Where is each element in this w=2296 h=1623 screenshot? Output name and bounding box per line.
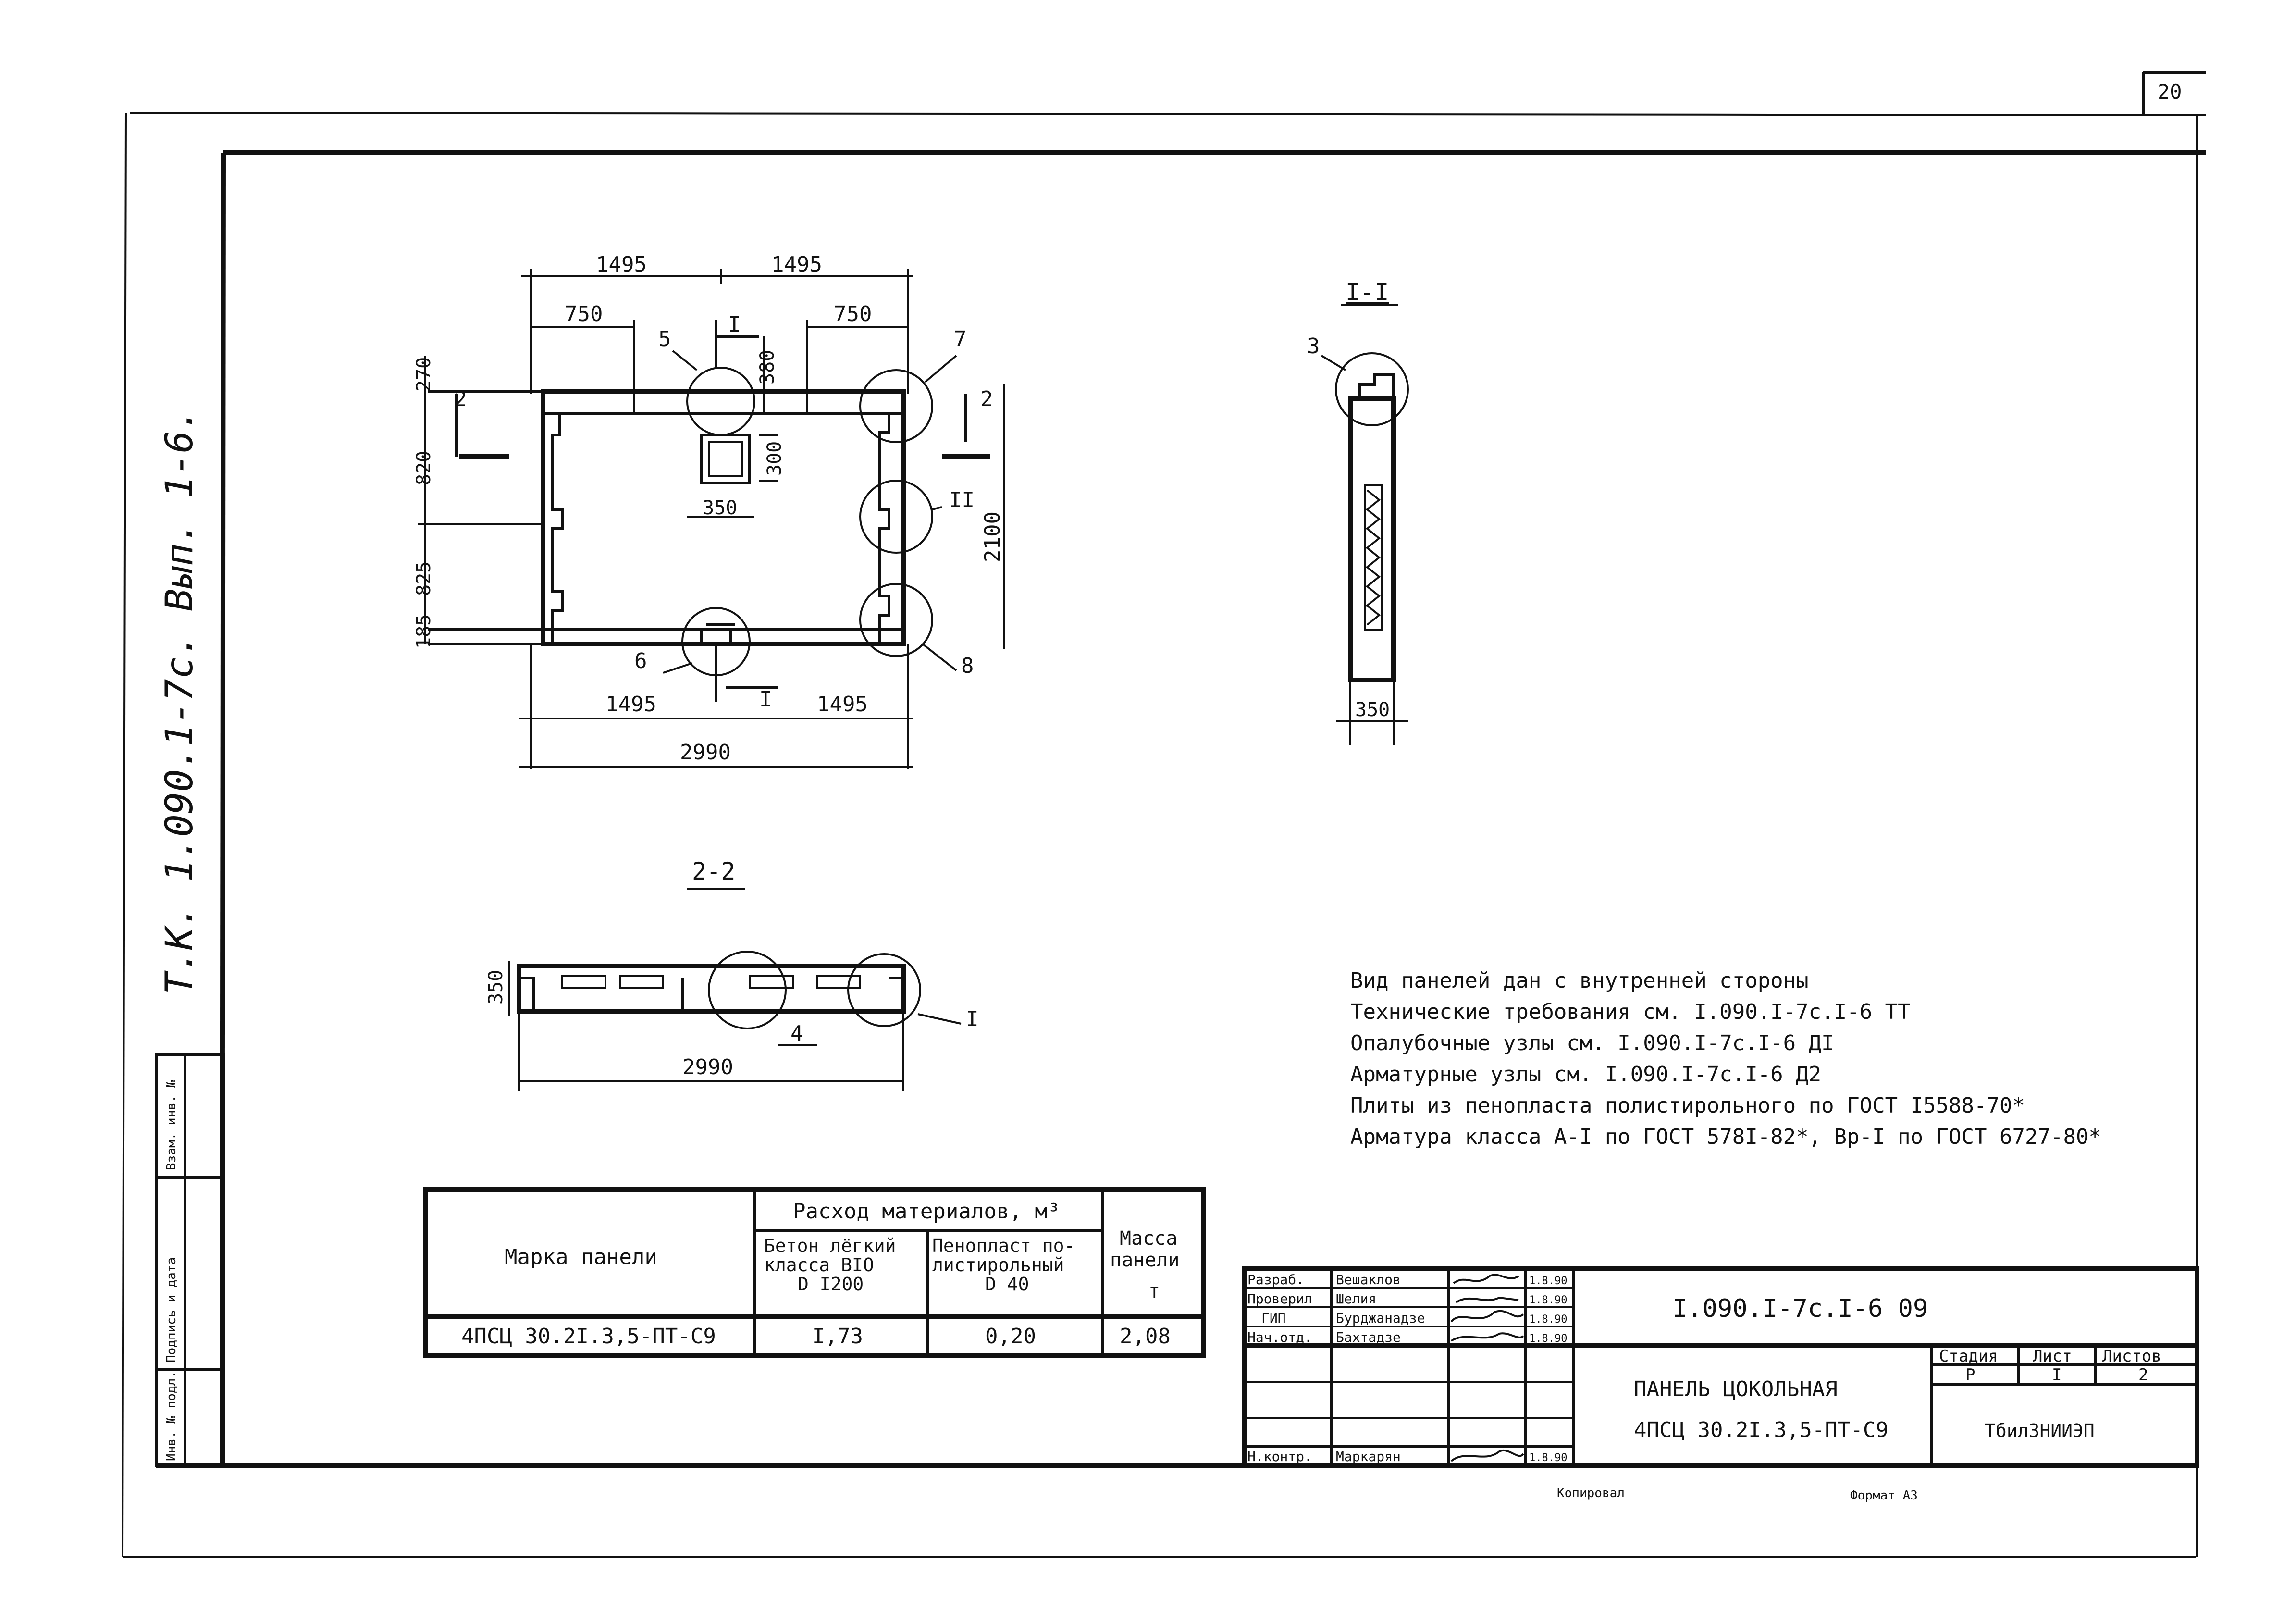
callout-3 [1336, 353, 1408, 425]
tb-title-1: ПАНЕЛЬ ЦОКОЛЬНАЯ [1634, 1377, 1838, 1401]
notes [1350, 968, 2101, 1149]
materials-table [425, 1189, 1204, 1355]
tb-sheet: I [2052, 1365, 2062, 1385]
tb-title-2: 4ПСЦ 30.2I.3,5-ПТ-С9 [1634, 1418, 1889, 1442]
tb-date-1: 1.8.90 [1529, 1275, 1568, 1287]
section-2-2-dim-350: 350 [485, 969, 507, 1004]
callout-label-II: II [949, 488, 975, 512]
dim-left-825: 825 [413, 561, 435, 596]
tb-name-7: Маркарян [1336, 1449, 1401, 1464]
dim-750-left: 750 [565, 302, 603, 326]
side-col-1: Инв. № подл. [164, 1371, 179, 1461]
tb-role-1: Разраб. [1247, 1272, 1305, 1288]
dim-350-opening: 350 [703, 497, 738, 519]
callout-label-7: 7 [954, 327, 967, 351]
table-header-foam-1: Пенопласт по- [932, 1235, 1075, 1256]
note-1: Вид панелей дан с внутренней стороны [1350, 968, 1809, 993]
dim-380: 380 [756, 349, 778, 384]
dim-bottom-2: 1495 [817, 692, 868, 717]
tb-date-7: 1.8.90 [1529, 1452, 1568, 1464]
dim-300: 300 [764, 441, 786, 476]
callout-label-I: I [966, 1007, 979, 1031]
tb-stage: Р [1965, 1365, 1975, 1385]
tb-name-3: Бурджанадзе [1336, 1310, 1425, 1326]
table-row-mass: 2,08 [1120, 1324, 1171, 1349]
side-col-3: Взам. инв. № [164, 1080, 179, 1170]
tb-name-2: Шелия [1336, 1291, 1377, 1307]
tb-sheets: 2 [2138, 1365, 2148, 1385]
section-2-2-title: 2-2 [692, 857, 736, 885]
callout-5 [687, 368, 754, 435]
dim-bottom-1: 1495 [605, 692, 656, 717]
tb-org: ТбилЗНИИЭП [1985, 1420, 2095, 1441]
side-col-2: Подпись и дата [164, 1257, 179, 1363]
title-block [1245, 1269, 2197, 1466]
callout-label-3: 3 [1307, 334, 1320, 359]
signature-7 [1451, 1450, 1523, 1461]
table-header-mass-2: панели [1110, 1249, 1180, 1271]
section-2-2 [485, 857, 979, 1091]
dim-top-1: 1495 [596, 252, 647, 277]
signature-3 [1451, 1311, 1523, 1322]
signature-4 [1451, 1333, 1523, 1341]
table-header-concrete-3: D I200 [798, 1274, 864, 1295]
table-header-mass-3: т [1148, 1280, 1160, 1302]
note-5: Плиты из пенопласта полистирольного по ГОСТ I5588-70* [1350, 1093, 2025, 1118]
side-handwritten-code: Т.К. 1.090.1-7с. Вып. 1-6. [158, 408, 201, 995]
table-row-mark: 4ПСЦ 30.2I.3,5-ПТ-С9 [461, 1324, 716, 1349]
note-4: Арматурные узлы см. I.090.I-7с.I-6 Д2 [1350, 1062, 1822, 1087]
table-header-group: Расход материалов, м³ [793, 1199, 1061, 1224]
tb-sheets-label: Листов [2102, 1347, 2161, 1366]
dim-right-2100: 2100 [980, 511, 1005, 562]
side-stamp [156, 408, 223, 1466]
dim-left-820: 820 [413, 450, 435, 485]
dim-750-right: 750 [834, 302, 872, 326]
tb-date-4: 1.8.90 [1529, 1333, 1568, 1345]
tb-date-2: 1.8.90 [1529, 1294, 1568, 1306]
callout-label-5: 5 [658, 327, 671, 351]
table-header-foam-3: D 40 [985, 1274, 1029, 1295]
dim-left-185: 185 [413, 614, 435, 649]
table-header-foam-2: листирольный [932, 1254, 1064, 1276]
footer-copied: Копировал [1557, 1486, 1625, 1500]
signature-2 [1456, 1298, 1518, 1302]
tb-role-3: ГИП [1261, 1310, 1286, 1326]
note-6: Арматура класса А-I по ГОСТ 578I-82*, Вр-I по ГОСТ 6727-80* [1350, 1125, 2101, 1149]
section-mark-2-right: 2 [980, 387, 993, 411]
callout-4 [709, 952, 786, 1028]
panel-plan-view [413, 252, 1005, 769]
tb-role-2: Проверил [1247, 1291, 1312, 1307]
callout-II [860, 481, 932, 553]
callout-label-4: 4 [790, 1021, 803, 1046]
signature-1 [1454, 1275, 1518, 1283]
tb-role-4: Нач.отд. [1247, 1329, 1312, 1345]
tb-role-7: Н.контр. [1247, 1449, 1312, 1464]
tb-date-3: 1.8.90 [1529, 1313, 1568, 1326]
dim-total-2990: 2990 [680, 740, 731, 765]
table-row-concrete: I,73 [812, 1324, 863, 1349]
tb-designation: I.090.I-7с.I-6 09 [1672, 1294, 1928, 1323]
tb-name-4: Бахтадзе [1336, 1329, 1401, 1345]
dim-top-2: 1495 [771, 252, 822, 277]
section-I-I-dim-350: 350 [1355, 699, 1390, 721]
page-number: 20 [2158, 80, 2182, 103]
section-mark-I-bottom: I [759, 687, 772, 712]
table-row-foam: 0,20 [985, 1324, 1036, 1349]
footer-format: Формат А3 [1850, 1488, 1918, 1503]
callout-7 [860, 370, 932, 442]
tb-sheet-label: Лист [2033, 1347, 2072, 1366]
note-2: Технические требования см. I.090.I-7с.I-6 ТТ [1350, 1000, 1911, 1024]
section-I-I [1307, 278, 1408, 745]
table-header-concrete-2: класса BIO [764, 1254, 874, 1276]
callout-label-6: 6 [634, 649, 647, 673]
table-header-concrete-1: Бетон лёгкий [764, 1235, 896, 1256]
table-header-mass-1: Масса [1120, 1227, 1178, 1250]
section-I-I-title: I-I [1346, 278, 1389, 306]
tb-name-1: Вешаклов [1336, 1272, 1401, 1288]
section-2-2-dim-2990: 2990 [682, 1055, 733, 1079]
callout-label-8: 8 [961, 654, 974, 678]
section-mark-I-top: I [728, 312, 741, 337]
dim-left-270: 270 [413, 357, 435, 392]
tb-stage-label: Стадия [1939, 1347, 1998, 1366]
note-3: Опалубочные узлы см. I.090.I-7с.I-6 ДI [1350, 1031, 1834, 1055]
section-mark-2-left: 2 [454, 387, 467, 411]
table-header-mark: Марка панели [505, 1245, 657, 1269]
